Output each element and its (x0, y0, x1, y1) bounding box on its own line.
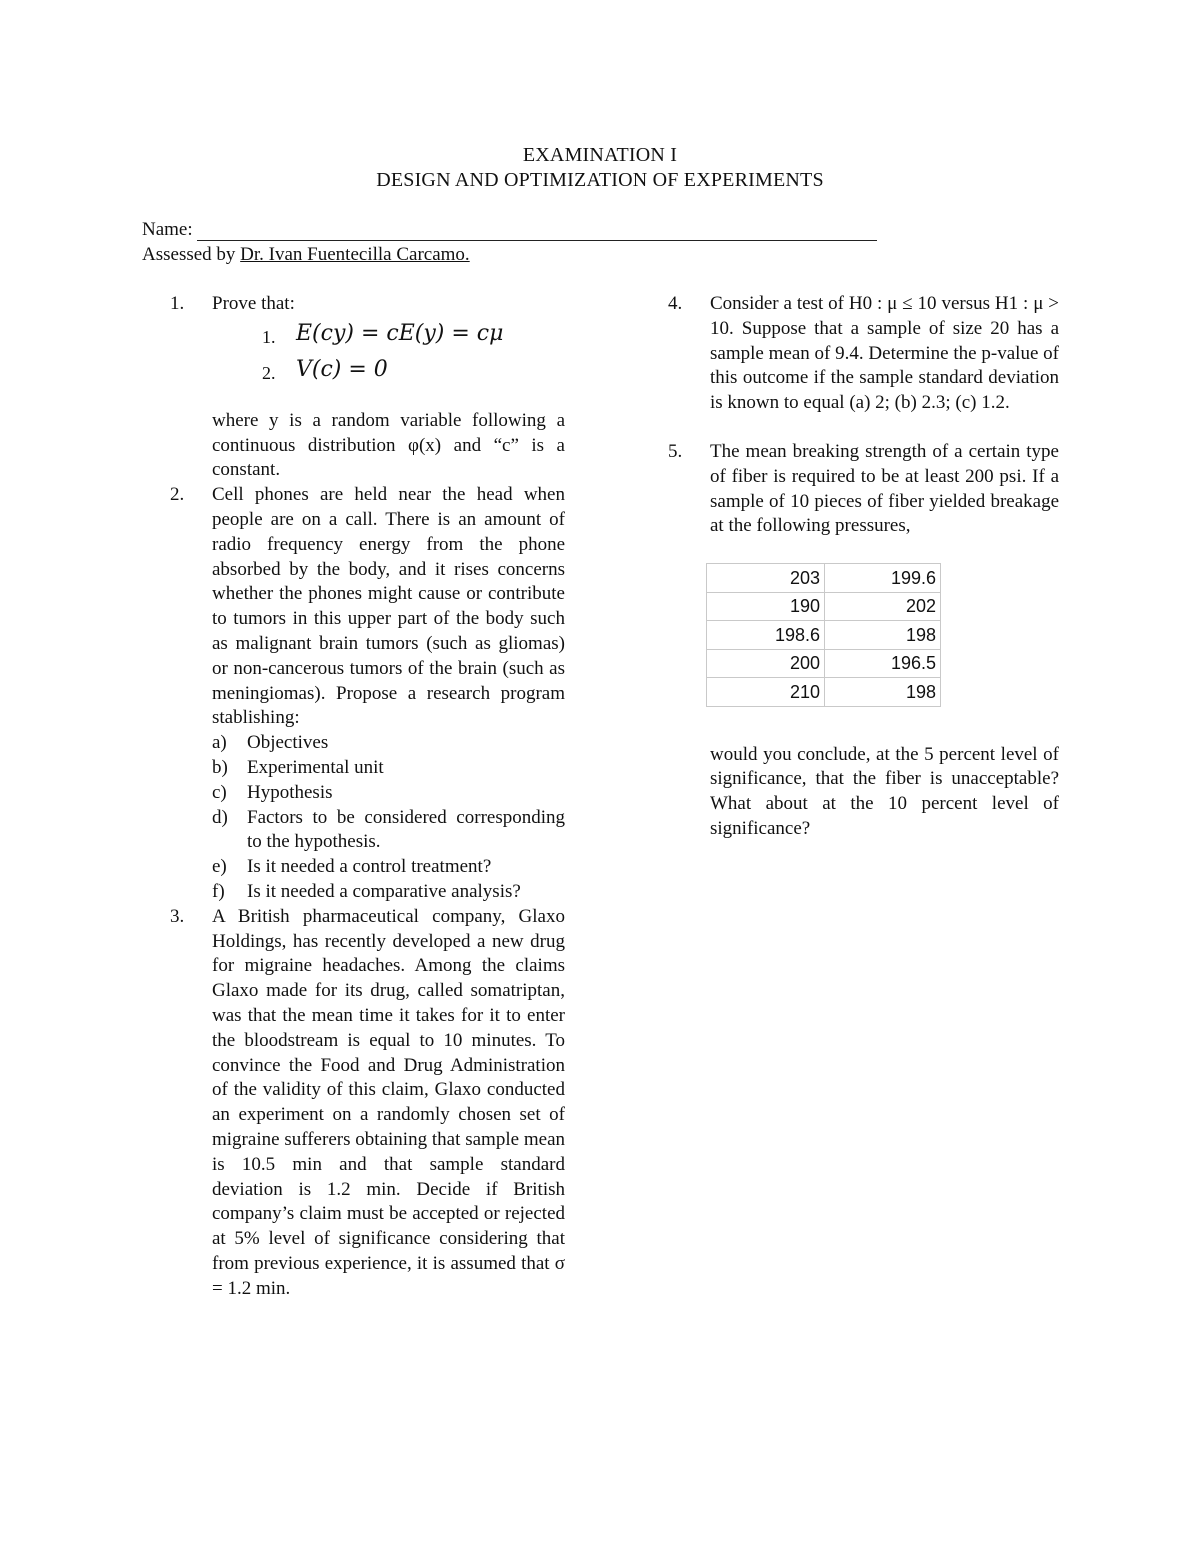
course-title: DESIGN AND OPTIMIZATION OF EXPERIMENTS (376, 169, 824, 191)
list-text: Is it needed a comparative analysis? (247, 880, 521, 902)
list-text: Experimental unit (247, 756, 384, 778)
table-cell: 196.5 (825, 649, 941, 678)
exam-title: EXAMINATION I (522, 144, 678, 166)
question-3 (170, 905, 565, 1302)
assessor-name: Dr. Ivan Fuentecilla Carcamo. (240, 244, 470, 265)
question-4-text: Consider a test of H0 : μ ≤ 10 versus H1 : μ > 10. Suppose that a sample of size 20 has a sample mean of 9.4. Determine the p-value of this outcome if the sample standard deviation is known to equal (a) 2; (b) 2.3; (c) 1.2. (710, 293, 1059, 414)
right-column (668, 292, 1059, 842)
question-4 (668, 292, 1059, 416)
question-number: 1. (170, 293, 185, 314)
list-text: Hypothesis (247, 781, 333, 803)
name-blank-line[interactable] (197, 222, 877, 241)
table-row (707, 649, 941, 678)
list-item (212, 781, 565, 806)
question-number: 3. (170, 905, 185, 927)
formula-number: 1. (262, 326, 276, 347)
list-text: Objectives (247, 732, 329, 754)
question-5 (668, 440, 1059, 539)
list-letter: b) (212, 756, 228, 778)
left-column (170, 292, 565, 1301)
table-row (707, 678, 941, 707)
table-cell: 198 (825, 678, 941, 707)
table-cell: 200 (707, 649, 825, 678)
list-letter: e) (212, 856, 227, 878)
list-text: Factors to be considered corresponding to the hypothesis. (247, 806, 565, 853)
formula-expression: E(cy) = cE(y) = cμ (296, 320, 504, 346)
question-5-followup: would you conclude, at the 5 percent level of significance, that the fiber is unacceptable? What about at the 10 percent level of significance? (710, 743, 1059, 840)
list-letter: f) (212, 880, 225, 902)
question-number: 4. (668, 293, 683, 314)
list-item (212, 806, 565, 856)
question-number: 5. (668, 440, 683, 462)
assessed-label: Assessed by (142, 244, 236, 265)
table-cell: 199.6 (825, 564, 941, 593)
question-2 (170, 483, 565, 905)
name-row (142, 219, 877, 241)
list-letter: c) (212, 781, 227, 803)
formula-1 (212, 317, 565, 355)
list-item (212, 855, 565, 880)
question-3-text: A British pharmaceutical company, Glaxo Holdings, has recently developed a new drug for migraine headaches. Among the claims Glaxo made for its drug, called somatriptan, was that the mean time it takes for it to enter the bloodstream is equal to 10 minutes. To convince the Food and Drug Administration of the validity of this claim, Glaxo conducted an experiment on a randomly chosen set of migraine sufferers obtaining that sample mean is 10.5 min and that sample standard deviation is 1.2 min. Decide if British company’s claim must be accepted or rejected at 5% level of significance considering that from previous experience, it is assumed that σ = 1.2 min. (212, 905, 565, 1299)
formula-2 (212, 355, 565, 399)
list-item (212, 880, 565, 905)
list-text: Is it needed a control treatment? (247, 856, 492, 878)
question-1 (170, 292, 565, 483)
table-cell: 198.6 (707, 621, 825, 650)
table-row (707, 564, 941, 593)
list-item (212, 756, 565, 781)
table-cell: 210 (707, 678, 825, 707)
table-row (707, 621, 941, 650)
question-5-text: The mean breaking strength of a certain type of fiber is required to be at least 200 psi. If a sample of 10 pieces of fiber yielded breakage at the following pressures, (710, 440, 1059, 537)
list-letter: d) (212, 806, 228, 828)
name-label: Name: (142, 219, 193, 240)
table-cell: 198 (825, 621, 941, 650)
question-1-prompt: Prove that: (212, 293, 295, 314)
question-number: 2. (170, 484, 185, 506)
assessed-row (142, 244, 470, 266)
breakage-table (706, 563, 941, 707)
formula-number: 2. (262, 362, 276, 383)
list-letter: a) (212, 732, 227, 754)
list-item (212, 731, 565, 756)
table-cell: 203 (707, 564, 825, 593)
table-cell: 202 (825, 592, 941, 621)
table-cell: 190 (707, 592, 825, 621)
question-1-note: where y is a random variable following a continuous distribution φ(x) and “c” is a constant. (212, 409, 565, 481)
question-2-text: Cell phones are held near the head when people are on a call. There is an amount of radio frequency energy from the phone absorbed by the body, and it rises concerns whether the phones might cause or contribute to tumors in this upper part of the body such as malignant brain tumors (such as gliomas) or non-cancerous tumors of the brain (such as meningiomas). Propose a research program stablishing: (212, 484, 565, 729)
table-row (707, 592, 941, 621)
formula-expression: V(c) = 0 (296, 356, 388, 382)
question-5-followup-block (668, 743, 1059, 842)
